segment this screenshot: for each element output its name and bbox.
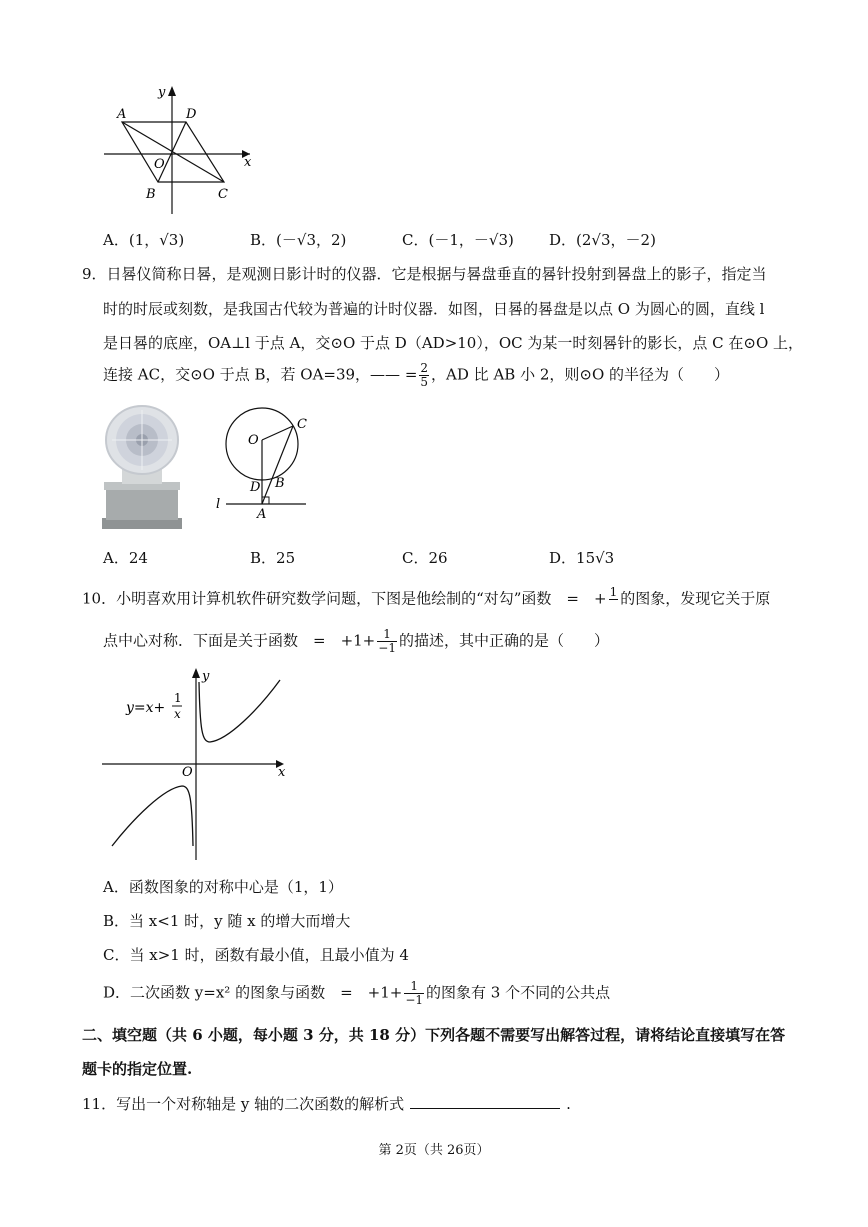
page-footer: 第 2页（共 26页） [378,1143,490,1158]
label-o: O [182,765,193,780]
q8-option-b: B．(－√3，2) [250,231,347,249]
fraction-1: 1 [609,585,618,599]
y-axis-arrow [192,668,200,678]
label-d: D [186,107,197,122]
answer-blank[interactable] [410,1094,560,1109]
label-d: D [250,480,261,495]
q8-figure [100,82,260,222]
label-c: C [297,417,307,432]
curve-left-branch [112,786,193,846]
label-a: A [117,107,127,122]
sundial-photo [100,402,186,530]
label-x: x [278,765,286,780]
q9-option-d: D．15√3 [549,549,615,567]
label-b: B [146,187,156,202]
curve-label: y=x+ [126,700,166,716]
q9-line-3: 是日晷的底座，OA⊥l 于点 A，交⊙O 于点 D（AD>10），OC 为某一时刻晷针的影长，点 C 在⊙O 上， [103,334,804,352]
q10-line-1: 10．小明喜欢用计算机软件研究数学问题，下图是他绘制的“对勾”函数 = + 1 的图象，发现它关于原 [82,586,770,613]
q9-option-c: C．26 [402,549,448,567]
q10-option-a: A．函数图象的对称中心是（1，1） [103,878,343,896]
label-b: B [275,476,285,491]
label-y: y [158,85,166,100]
label-o: O [154,157,165,172]
q9-option-a: A．24 [103,549,148,567]
fraction-2-5: $\frac{2}{5}$ [420,361,429,389]
diagonal-ac [122,122,224,182]
q8-option-d: D．(2√3，－2) [549,231,656,249]
q10-option-d: D．二次函数 y=x² 的图象与函数 = +1+ $\frac{1}{-1}$ 的图象有 3 个不同的公共点 [103,979,611,1007]
label-c: C [218,187,228,202]
q9-line-2: 时的时辰或刻数，是我国古代较为普遍的计时仪器．如图，日晷的晷盘是以点 O 为圆心的圆，直线 l [103,300,765,318]
curve-label-frac-num: 1 [174,691,182,705]
label-a: A [257,507,267,522]
label-x: x [244,155,252,170]
q10-line-2: 点中心对称．下面是关于函数 = +1+ $\frac{1}{-1}$ 的描述，其中正确的是（ ） [103,627,609,655]
label-l: l [216,497,221,512]
q8-option-c: C．(－1，－√3) [402,231,514,249]
q8-option-a: A．(1，√3) [103,231,185,249]
q9-line-4: 连接 AC，交⊙O 于点 B，若 OA=39，—— = $\frac{2}{5}$ ，AD 比 AB 小 2，则⊙O 的半径为（ ） [103,361,730,389]
curve-label-frac-den: x [174,707,181,721]
curve-right-branch [199,680,280,742]
q9-circle-figure [212,404,322,522]
label-y: y [202,669,210,684]
q11: 11．写出一个对称轴是 y 轴的二次函数的解析式 . [82,1095,571,1113]
q9-option-b: B．25 [250,549,296,567]
label-o: O [248,433,259,448]
y-axis-arrow [168,86,176,96]
q10-option-c: C．当 x>1 时，函数有最小值，且最小值为 4 [103,946,409,964]
fraction-1-over-minus-1: $\frac{1}{-1}$ [378,627,396,655]
q10-function-graph [98,660,298,866]
section-2-heading-line-1: 二、填空题（共 6 小题，每小题 3 分，共 18 分）下列各题不需要写出解答过程，请将结论直接填写在答 [82,1026,786,1044]
q9-line-1: 9．日晷仪简称日晷，是观测日影计时的仪器．它是根据与晷盘垂直的晷针投射到晷盘上的影子，指定当 [82,265,767,283]
fraction-1-over-minus-1: $\frac{1}{-1}$ [405,979,424,1007]
q10-option-b: B．当 x<1 时，y 随 x 的增大而增大 [103,912,351,930]
section-2-heading-line-2: 题卡的指定位置. [82,1060,193,1078]
